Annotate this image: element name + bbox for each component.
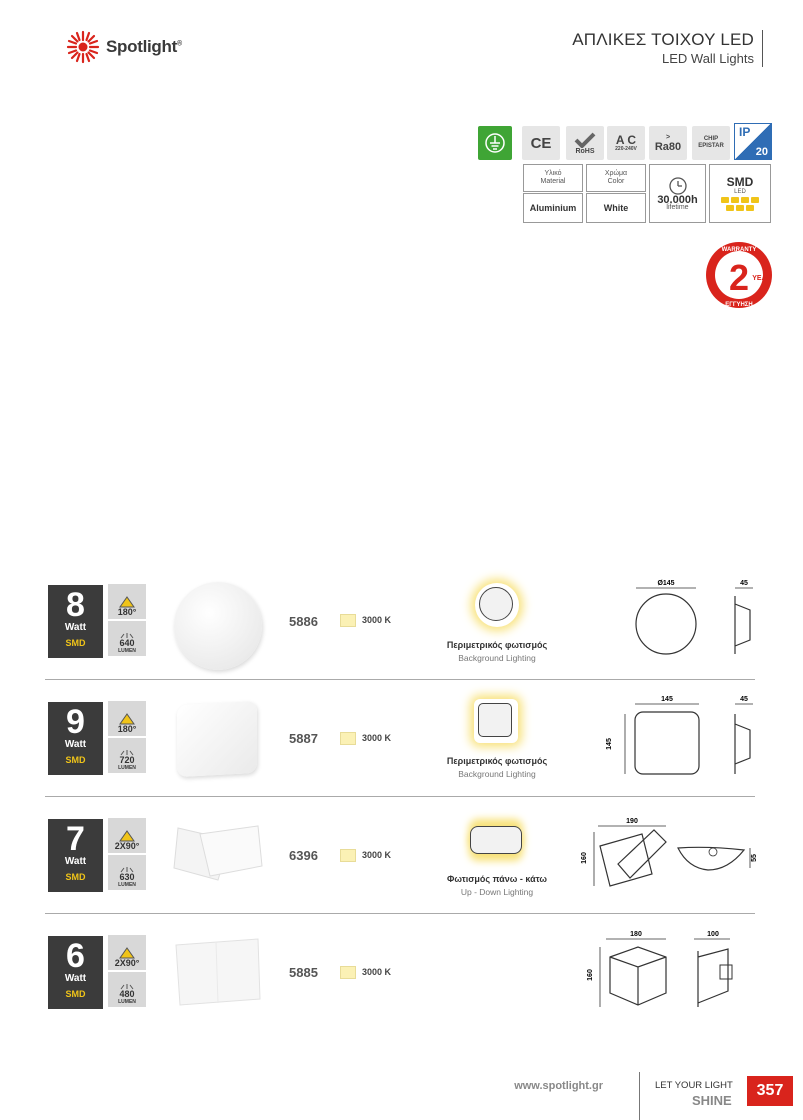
product-image-square bbox=[177, 701, 257, 777]
svg-text:160: 160 bbox=[581, 852, 588, 864]
ce-mark-icon: CE bbox=[522, 126, 560, 160]
color-temperature: 3000 K bbox=[362, 615, 392, 625]
lifetime-box: 30.000h lifetime bbox=[649, 164, 706, 223]
footer-divider bbox=[639, 1072, 640, 1120]
light-effect-glow bbox=[474, 699, 518, 743]
wattage-box: 9 Watt SMD bbox=[48, 702, 103, 775]
brand-name: Spotlight® bbox=[106, 37, 182, 56]
color-temp-swatch bbox=[340, 849, 356, 862]
svg-text:45: 45 bbox=[740, 696, 748, 703]
light-type-greek: Περιμετρικός φωτισμός bbox=[446, 756, 548, 766]
svg-text:YEAR: YEAR bbox=[752, 275, 772, 282]
row-divider bbox=[45, 679, 755, 680]
color-temperature: 3000 K bbox=[362, 850, 392, 860]
svg-text:190: 190 bbox=[626, 818, 638, 825]
material-label: Υλικό Material bbox=[523, 164, 583, 192]
material-value: Aluminium bbox=[523, 193, 583, 223]
ip-rating-icon: IP 20 bbox=[734, 123, 772, 160]
footer-tagline-shine: SHINE bbox=[692, 1093, 732, 1108]
product-code: 6396 bbox=[289, 848, 318, 863]
color-temp-swatch bbox=[340, 732, 356, 745]
page-number: 357 bbox=[747, 1076, 793, 1106]
color-label: Χρώμα Color bbox=[586, 164, 646, 192]
product-code: 5886 bbox=[289, 614, 318, 629]
color-temp-swatch bbox=[340, 614, 356, 627]
dimension-drawing bbox=[578, 812, 763, 892]
light-type-english: Background Lighting bbox=[458, 653, 536, 663]
lumen-box: 480 LUMEN bbox=[108, 972, 146, 1007]
product-code: 5887 bbox=[289, 731, 318, 746]
ac-voltage-icon: A C 220-240V bbox=[607, 126, 645, 160]
product-image-round bbox=[174, 582, 262, 670]
product-code: 5885 bbox=[289, 965, 318, 980]
page-title-greek: ΑΠΛΙΚΕΣ ΤΟΙΧΟΥ LED bbox=[572, 30, 754, 49]
svg-text:180: 180 bbox=[630, 931, 642, 938]
led-chips-icon bbox=[720, 196, 760, 212]
beam-angle-box: 180° bbox=[108, 701, 146, 736]
light-effect-glow bbox=[470, 826, 522, 854]
led-type-box: SMD LED bbox=[709, 164, 771, 223]
rohs-icon: RoHS bbox=[566, 126, 604, 160]
light-type-english: Background Lighting bbox=[458, 769, 536, 779]
lumen-box: 720 LUMEN bbox=[108, 738, 146, 773]
svg-text:160: 160 bbox=[587, 969, 594, 981]
color-temperature: 3000 K bbox=[362, 967, 392, 977]
page-header bbox=[572, 30, 763, 67]
chip-icon: CHIP EPISTAR bbox=[692, 126, 730, 160]
product-image-cube bbox=[170, 937, 265, 1009]
color-temp-swatch bbox=[340, 966, 356, 979]
lumen-box: 630 LUMEN bbox=[108, 855, 146, 890]
svg-text:100: 100 bbox=[707, 931, 719, 938]
wattage-box: 7 Watt SMD bbox=[48, 819, 103, 892]
beam-angle-box: 180° bbox=[108, 584, 146, 619]
brand-logo bbox=[66, 30, 182, 64]
lumen-box: 640 LUMEN bbox=[108, 621, 146, 656]
dimension-drawing bbox=[605, 692, 770, 782]
dimension-drawing bbox=[620, 576, 770, 666]
color-value: White bbox=[586, 193, 646, 223]
svg-text:Ø145: Ø145 bbox=[657, 580, 675, 587]
cri-icon: > Ra80 bbox=[649, 126, 687, 160]
warranty-badge bbox=[704, 240, 774, 310]
svg-text:WARRANTY: WARRANTY bbox=[721, 247, 757, 253]
color-temperature: 3000 K bbox=[362, 733, 392, 743]
light-type-english: Up - Down Lighting bbox=[460, 887, 534, 897]
svg-text:ΕΓΓΥΗΣΗ: ΕΓΓΥΗΣΗ bbox=[725, 302, 753, 308]
dimension-drawing bbox=[580, 927, 755, 1017]
beam-angle-box: 2X90° bbox=[108, 818, 146, 853]
svg-text:55: 55 bbox=[751, 854, 758, 862]
svg-text:45: 45 bbox=[740, 580, 748, 587]
page-title-english: LED Wall Lights bbox=[662, 51, 754, 66]
svg-text:145: 145 bbox=[606, 738, 613, 750]
clock-icon bbox=[668, 176, 688, 196]
svg-text:145: 145 bbox=[661, 696, 673, 703]
light-effect-glow bbox=[475, 583, 519, 627]
ground-symbol-icon bbox=[478, 126, 512, 160]
wattage-box: 8 Watt SMD bbox=[48, 585, 103, 658]
product-image-twist bbox=[170, 822, 265, 884]
light-type-greek: Φωτισμός πάνω - κάτω bbox=[447, 874, 547, 884]
wattage-box: 6 Watt SMD bbox=[48, 936, 103, 1009]
beam-angle-box: 2X90° bbox=[108, 935, 146, 970]
footer-tagline: LET YOUR LIGHT bbox=[655, 1080, 733, 1091]
svg-text:2: 2 bbox=[728, 257, 750, 298]
website-url: www.spotlight.gr bbox=[514, 1080, 603, 1092]
light-type-greek: Περιμετρικός φωτισμός bbox=[446, 640, 548, 650]
row-divider bbox=[45, 913, 755, 914]
sun-burst-icon bbox=[66, 30, 100, 64]
row-divider bbox=[45, 796, 755, 797]
